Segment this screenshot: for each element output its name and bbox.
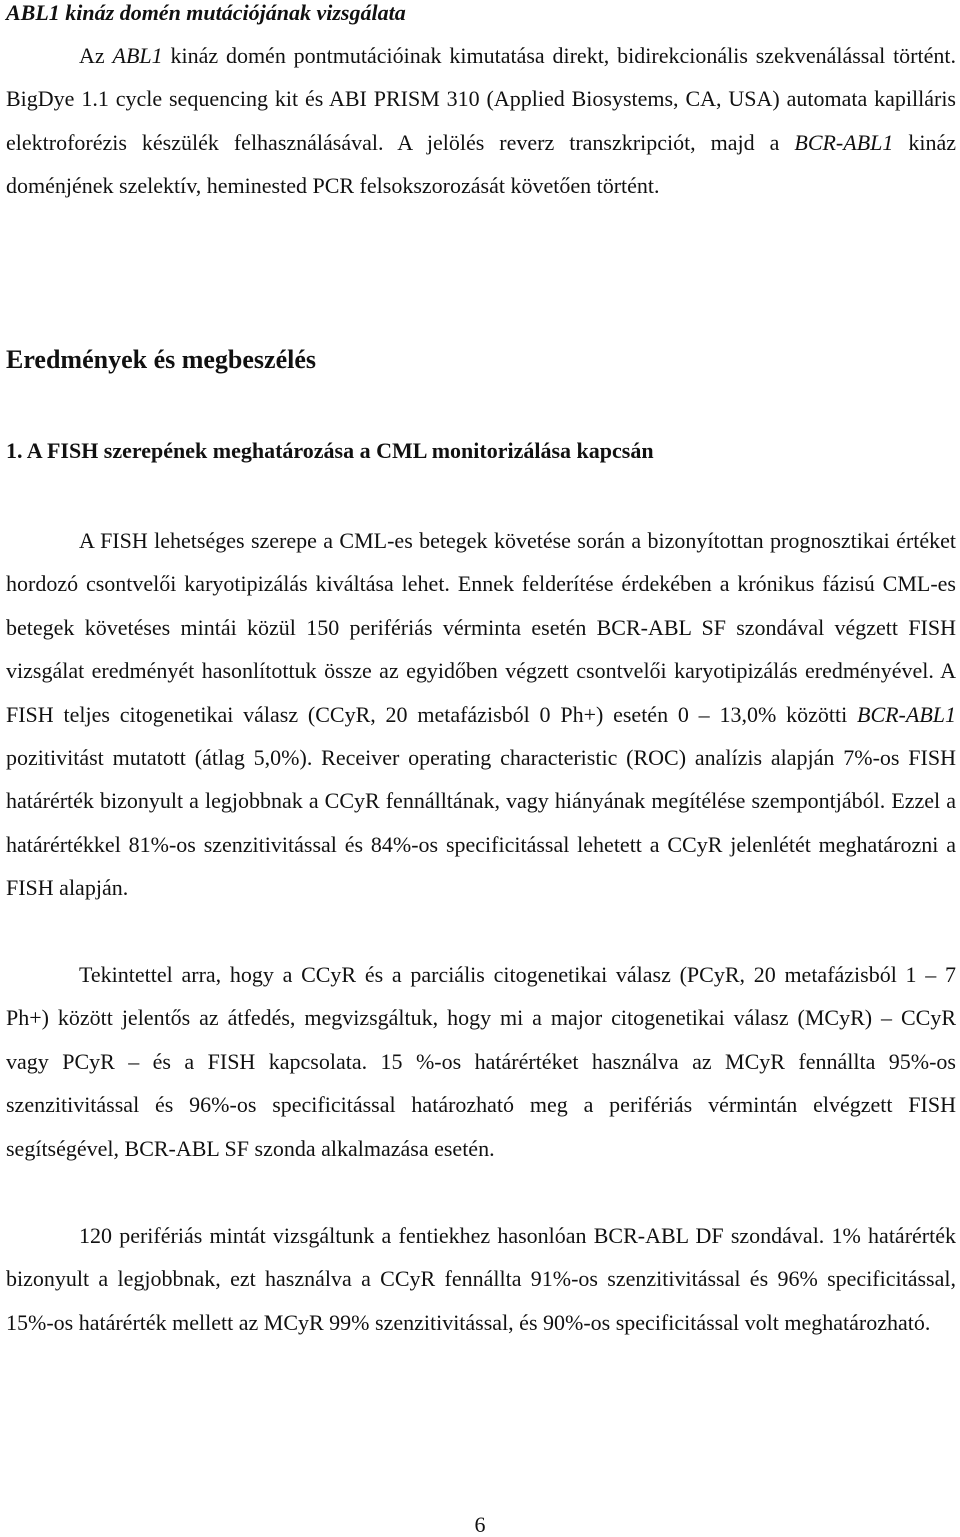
text-run: Az [79,43,113,68]
text-run: kináz domén pontmutációinak kimutatása direkt, bidirekcionális szekvenálással történt. BigDye 1.1 cycle sequencing kit és ABI PRISM 310 (Applied Biosystems, CA, USA) automata kapilláris elektroforézis készülék felhasználásával. A jelölés reverz transzkripciót, majd a [6,43,956,155]
text-run: kináz doménjének szelektív, heminested PCR felsokszorozását követően történt. [6,129,956,199]
gene-name: BCR-ABL1 [794,129,894,155]
gene-name: ABL1 [112,43,163,68]
paragraph-df-probe: 120 perifériás mintát vizsgáltunk a fentiekhez hasonlóan BCR-ABL DF szondával. 1% határérték bizonyult a legjobbnak, ezt használva a CCyR fennállta 91%-os szenzitivitással és 96% specificitással, 15%-os határérték mellett az MCyR 99% szenzitivitással, és 90%-os specificitással volt meghatározható. [6,1223,956,1335]
paragraph-mcyr: Tekintettel arra, hogy a CCyR és a parciális citogenetikai válasz (PCyR, 20 metafázisból 1 – 7 Ph+) között jelentős az átfedés, megvizsgáltuk, hogy mi a major citogenetikai válasz (MCyR) – CCyR vagy PCyR – és a FISH kapcsolata. 15 %-os határértéket használva az MCyR fennállta 95%-os szenzitivitással és 96%-os specificitással határozható meg a perifériás vérmintán elvégzett FISH segítségével, BCR-ABL SF szonda alkalmazása esetén. [6,962,956,1161]
paragraph-methods [6,34,956,208]
text-run: A FISH lehetséges szerepe a CML-es betegek követése során a bizonyítottan prognosztikai értéket hordozó csontvelői karyotipizálás kiváltása lehet. Ennek felderítése érdekében a krónikus fázisú CML-es betegek követéses mintái közül 150 perifériás vérminta esetén BCR-ABL SF szondával végzett FISH vizsgálat eredményét hasonlítottuk össze az egyidőben végzett csontvelői karyotipizálás eredményével. A FISH teljes citogenetikai válasz (CCyR, 20 metafázisból 0 Ph+) esetén 0 – 13,0% közötti [6,528,956,727]
text-run: pozitivitást mutatott (átlag 5,0%). Receiver operating characteristic (ROC) analízis alapján 7%-os FISH határérték bizonyult a legjobbnak a CCyR fennálltának, vagy hiányának megítélése szempontjából. Ezzel a határértékkel 81%-os szenzitivitással és 84%-os specificitással lehetett a CCyR jelenlétét meghatározni a FISH alapján. [6,745,956,901]
paragraph-fish-results [6,519,956,910]
section-title-abl1: ABL1 kináz domén mutációjának vizsgálata [6,0,406,25]
subsection-title-fish: 1. A FISH szerepének meghatározása a CML monitorizálása kapcsán [6,438,654,463]
gene-name: BCR-ABL1 [857,701,956,727]
section-title-results: Eredmények és megbeszélés [6,345,317,374]
page-number: 6 [474,1512,486,1537]
